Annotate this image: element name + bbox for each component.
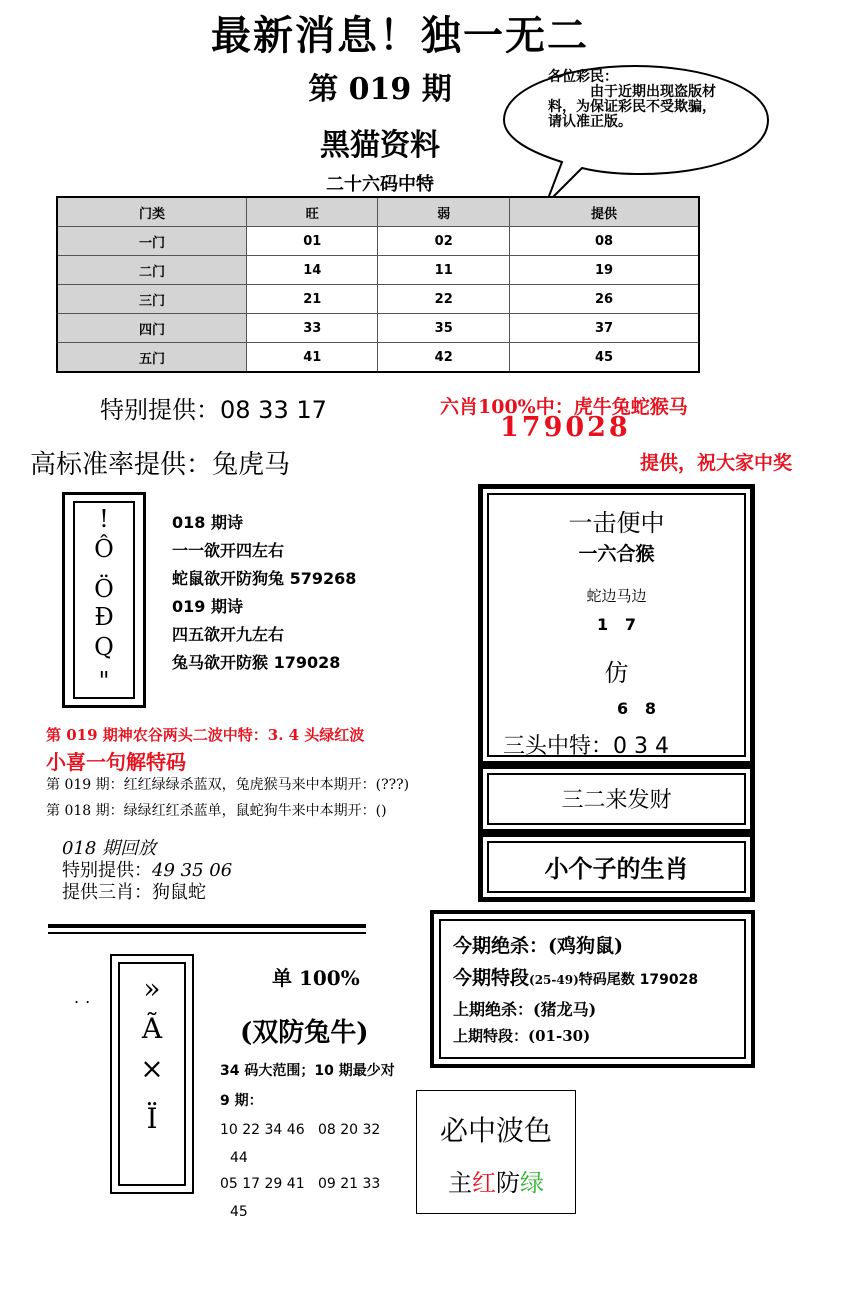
- issue-number: 第 019 期: [308, 72, 452, 107]
- table-row: [57, 314, 699, 343]
- small-zodiac-text: 小个子的生肖: [487, 841, 746, 893]
- range-line: 34 码大范围；10 期最少对: [220, 1063, 395, 1079]
- divider: [48, 924, 366, 928]
- issue-line: 第 019 期：红红绿绿杀蓝双，兔虎猴马来中本期开：(???): [46, 777, 410, 793]
- table-cell: 四门: [57, 314, 247, 343]
- one-hit-box-inner: [487, 493, 746, 757]
- table-cell: 11: [378, 256, 509, 285]
- glyph-char: »: [143, 972, 161, 1005]
- kill-current: 今期绝杀：(鸡狗鼠): [453, 935, 623, 957]
- wave-fang: 防: [496, 1169, 520, 1197]
- range-numbers: 05 17 29 41 09 21 33: [220, 1176, 381, 1192]
- range-numbers: 44: [230, 1150, 248, 1166]
- dots: ..: [74, 988, 97, 1007]
- poem-line: 一一欲开四左右: [172, 541, 285, 560]
- table-cell: 35: [378, 314, 509, 343]
- table-row: [57, 285, 699, 314]
- wave-color-box: [416, 1090, 576, 1214]
- range-numbers: 10 22 34 46 08 20 32: [220, 1122, 381, 1138]
- small-zodiac-box: [478, 832, 755, 902]
- kill-box: [430, 910, 755, 1068]
- one-phrase-title-red: 小喜一句解特码: [46, 750, 186, 774]
- kill-box-inner: [439, 919, 746, 1059]
- six-zodiac-label: 六肖100%中：虎牛兔蛇猴马: [440, 396, 688, 418]
- poem-line: 四五欲开九左右: [172, 625, 285, 644]
- glyph-char: Ï: [146, 1102, 158, 1135]
- table-row: [57, 343, 699, 373]
- wave-red: 红: [472, 1169, 496, 1197]
- divider: [48, 932, 366, 934]
- glyph-char: Ã: [141, 1012, 163, 1045]
- glyph-char: !: [99, 505, 109, 533]
- one-hit-box: [478, 484, 755, 766]
- table-header: 提供: [509, 197, 699, 227]
- table-header: 门类: [57, 197, 247, 227]
- two-wave-line: 第 019 期神农谷两头二波中特：3. 4 头绿红波: [46, 726, 365, 744]
- table-cell: 42: [378, 343, 509, 373]
- wave-colors: [417, 1163, 575, 1198]
- poem-line: 兔马欲开防猴 179028: [172, 653, 341, 672]
- glyph-char: ×: [140, 1052, 164, 1085]
- table-cell: 14: [247, 256, 378, 285]
- page-title: 最新消息！独一无二: [211, 12, 589, 59]
- table-cell: 26: [509, 285, 699, 314]
- special-numbers: 08 33 17: [220, 396, 327, 424]
- guard-label: (双防兔牛): [240, 1018, 369, 1048]
- replay-block: [62, 838, 232, 904]
- kill-segment-label: 今期特段: [453, 967, 530, 989]
- one-hit-sub: 一六合猴: [578, 543, 655, 565]
- wave-green: 绿: [520, 1169, 544, 1197]
- kill-last-segment: 上期特段：(01-30): [453, 1027, 591, 1045]
- table-header: 弱: [378, 197, 509, 227]
- bubble-greeting: 各位彩民：: [548, 69, 618, 85]
- high-value: 兔虎马: [212, 450, 291, 480]
- replay-special-value: 49 35 06: [152, 860, 233, 881]
- single-label: 单 100%: [272, 966, 360, 990]
- table-cell: 33: [247, 314, 378, 343]
- wish-text: 提供，祝大家中奖: [640, 452, 793, 474]
- replay-title: 018 期回放: [62, 838, 157, 859]
- bubble-text: [548, 70, 723, 130]
- table-row: [57, 227, 699, 256]
- poem-glyph-inner: [73, 501, 135, 699]
- kill-segment-range: (25-49): [529, 973, 579, 987]
- number-table: [56, 196, 700, 373]
- kill-segment: [453, 963, 698, 990]
- three-heads: 三头中特：0 3 4: [503, 734, 669, 759]
- glyph-char: Ö: [94, 575, 114, 603]
- glyph-char: ": [98, 667, 110, 695]
- fortune-text: 三二来发财: [487, 773, 746, 825]
- table-cell: 08: [509, 227, 699, 256]
- poem-line: 018 期诗: [172, 513, 243, 532]
- table-header-row: [57, 197, 699, 227]
- one-hit-nums: 1 7: [597, 615, 636, 634]
- poem-glyph-frame: [62, 492, 146, 708]
- glyph-char: Ð: [94, 603, 114, 631]
- table-cell: 三门: [57, 285, 247, 314]
- table-cell: 一门: [57, 227, 247, 256]
- range-numbers: 45: [230, 1204, 248, 1220]
- poem-line: 蛇鼠欲开防狗兔 579268: [172, 569, 357, 588]
- table-header: 旺: [247, 197, 378, 227]
- one-hit-nums2: 6 8: [617, 699, 656, 718]
- table-cell: 01: [247, 227, 378, 256]
- table-cell: 22: [378, 285, 509, 314]
- poem-line: 019 期诗: [172, 597, 243, 616]
- high-label: 高标准率提供：: [30, 450, 213, 480]
- kill-segment-tail: 特码尾数 179028: [578, 972, 699, 988]
- page-subtitle: 黑猫资料: [320, 128, 440, 163]
- six-zodiac-numbers: 179028: [500, 412, 631, 443]
- table-cell: 19: [509, 256, 699, 285]
- special-offer: [100, 390, 327, 425]
- one-hit-fang: 仿: [604, 659, 629, 687]
- table-cell: 21: [247, 285, 378, 314]
- range-line: 9 期：: [220, 1093, 263, 1109]
- replay-special-label: 特别提供：: [62, 860, 152, 881]
- table-cell: 41: [247, 343, 378, 373]
- wave-title: 必中波色: [439, 1114, 552, 1147]
- kill-last: 上期绝杀：(猪龙马): [453, 1000, 597, 1019]
- table-cell: 45: [509, 343, 699, 373]
- table-title: 二十六码中特: [326, 174, 434, 195]
- table-cell: 37: [509, 314, 699, 343]
- one-hit-side: 蛇边马边: [586, 587, 647, 605]
- one-phrase-title: [46, 746, 186, 775]
- table-cell: 02: [378, 227, 509, 256]
- bubble-message: 由于近期出现盗版材料，为保证彩民不受欺骗，请认准正版。: [548, 84, 716, 130]
- table-cell: 五门: [57, 343, 247, 373]
- replay-special: [62, 860, 232, 882]
- glyph-char: Ô: [94, 535, 114, 563]
- table-cell: 二门: [57, 256, 247, 285]
- special-label: 特别提供：: [100, 396, 220, 424]
- fortune-box: [478, 764, 755, 834]
- issue-line: 第 018 期：绿绿红红杀蓝单，鼠蛇狗牛来中本期开：(): [46, 803, 387, 819]
- lower-glyph-inner: [118, 962, 186, 1186]
- one-hit-title: 一击便中: [568, 509, 665, 537]
- high-standard: [30, 444, 290, 481]
- glyph-char: Q: [94, 633, 114, 661]
- lower-glyph-frame: [110, 954, 194, 1194]
- wave-main: 主: [448, 1169, 472, 1197]
- replay-three: 提供三肖：狗鼠蛇: [62, 882, 206, 903]
- table-row: [57, 256, 699, 285]
